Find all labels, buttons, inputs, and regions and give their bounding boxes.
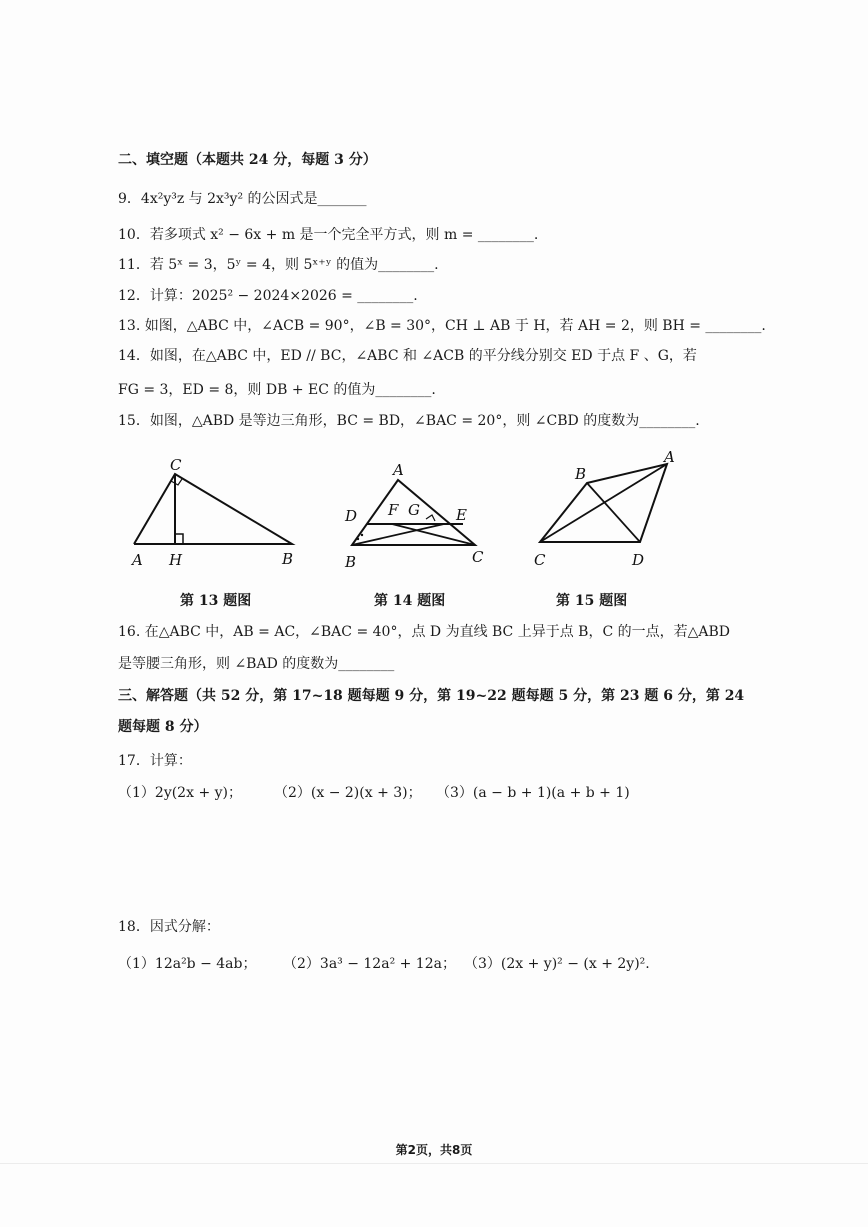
- fig13-triangle: [134, 474, 292, 544]
- fig14-label-c: C: [472, 548, 484, 566]
- fig13-caption: 第 13 题图: [180, 593, 252, 609]
- question-18-part-3: （3）(2x + y)² − (x + 2y)².: [464, 956, 650, 972]
- fig14-label-d: D: [345, 507, 358, 525]
- question-15: 15．如图，△ABD 是等边三角形，BC = BD，∠BAC = 20°，则 ∠CBD 的度数为________.: [118, 413, 700, 429]
- question-10: 10．若多项式 x² − 6x + m 是一个完全平方式，则 m = ________.: [118, 227, 539, 243]
- question-18-part-2: （2）3a³ − 12a² + 12a；: [283, 956, 456, 972]
- footer-divider: [0, 1163, 868, 1164]
- section-3-heading-line-1: 三、解答题（共 52 分，第 17~18 题每题 9 分，第 19~22 题每题 5 分，第 23 题 6 分，第 24: [118, 688, 745, 704]
- page-number: 第2页，共8页: [395, 1143, 473, 1157]
- fig14-angle-mark-b2: [361, 534, 363, 536]
- question-14-line-2: FG = 3，ED = 8，则 DB + EC 的值为________.: [118, 382, 436, 398]
- fig14-label-f: F: [388, 501, 399, 519]
- fig15-caption: 第 15 题图: [556, 593, 628, 609]
- fig14-label-g: G: [408, 501, 420, 519]
- question-9: 9．4x²y³z 与 2x³y² 的公因式是_______: [118, 191, 367, 207]
- fig13-label-c: C: [170, 456, 182, 474]
- fig13-label-a: A: [132, 551, 143, 569]
- fig14-angle-mark-g: [426, 515, 435, 521]
- question-18-part-1: （1）12a²b − 4ab；: [118, 956, 257, 972]
- fig15-label-b: B: [575, 465, 587, 483]
- fig15-label-d: D: [632, 551, 645, 569]
- figure-15: [525, 445, 685, 575]
- fig13-right-angle-mark: [175, 534, 183, 544]
- question-14-line-1: 14．如图，在△ABC 中，ED // BC，∠ABC 和 ∠ACB 的平分线分别交 ED 于点 F 、G，若: [118, 348, 697, 364]
- fig14-label-a: A: [393, 461, 404, 479]
- section-3-heading-line-2: 题每题 8 分）: [118, 719, 208, 735]
- fig15-label-a: A: [664, 448, 675, 466]
- question-18-title: 18．因式分解：: [118, 919, 220, 935]
- question-12: 12．计算：2025² − 2024×2026 = ________.: [118, 288, 418, 304]
- question-16-line-2: 是等腰三角形，则 ∠BAD 的度数为________: [118, 656, 395, 672]
- question-17-part-3: （3）(a − b + 1)(a + b + 1): [436, 785, 630, 801]
- fig13-label-h: H: [169, 551, 183, 569]
- question-17-title: 17．计算：: [118, 753, 192, 769]
- fig14-angle-mark-b1: [357, 538, 359, 540]
- figure-14: [340, 455, 500, 575]
- fig14-caption: 第 14 题图: [374, 593, 446, 609]
- section-2-heading: 二、填空题（本题共 24 分，每题 3 分）: [118, 152, 377, 168]
- question-11: 11．若 5ˣ = 3，5ʸ = 4，则 5ˣ⁺ʸ 的值为________.: [118, 257, 439, 273]
- fig14-label-b: B: [345, 553, 357, 571]
- question-17-part-2: （2）(x − 2)(x + 3)；: [274, 785, 422, 801]
- question-16-line-1: 16. 在△ABC 中，AB = AC，∠BAC = 40°，点 D 为直线 BC 上异于点 B，C 的一点，若△ABD: [118, 624, 731, 640]
- figure-13: [120, 450, 310, 580]
- fig15-line-bd: [587, 483, 640, 542]
- fig14-label-e: E: [456, 506, 467, 524]
- question-17-part-1: （1）2y(2x + y)；: [118, 785, 242, 801]
- fig15-line-ac: [540, 464, 667, 542]
- fig15-label-c: C: [534, 551, 546, 569]
- fig13-label-b: B: [282, 550, 294, 568]
- question-13: 13. 如图，△ABC 中，∠ACB = 90°，∠B = 30°，CH ⊥ AB 于 H，若 AH = 2，则 BH = ________.: [118, 318, 766, 334]
